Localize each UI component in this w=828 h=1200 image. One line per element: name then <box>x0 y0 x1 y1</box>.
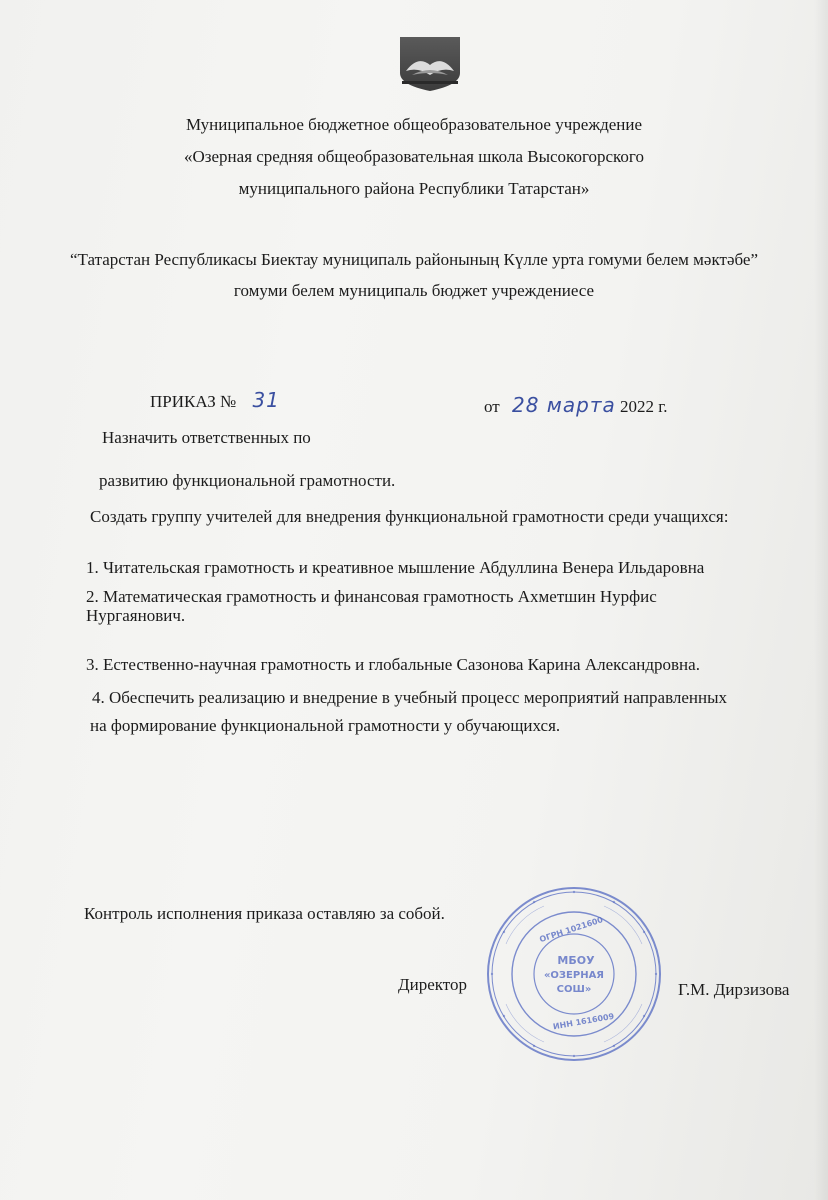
date-suffix: 2022 г. <box>619 397 668 416</box>
institution-name-line-1: Муниципальное бюджетное общеобразовательное учреждение <box>185 115 643 134</box>
institution-name-tatar-line-1: “Татарстан Республикасы Биектау муниципаль районының Күлле урта гомуми белем мәктәбе” <box>69 250 759 269</box>
institution-name-line-3: муниципального района Республики Татарстан» <box>238 179 590 198</box>
date-handwritten: 28 марта <box>511 393 616 417</box>
body-intro: Создать группу учителей для внедрения функциональной грамотности среди учащихся: <box>90 507 729 526</box>
coat-of-arms-emblem <box>398 35 462 93</box>
stamp-center-line-2: «ОЗЕРНАЯ <box>543 970 605 981</box>
body-item-4a: 4. Обеспечить реализацию и внедрение в учебный процесс мероприятий направленных <box>92 688 728 707</box>
official-stamp <box>484 884 664 1064</box>
order-date-row <box>484 395 668 417</box>
institution-name-tatar-line-2: гомуми белем муниципаль бюджет учреждениесе <box>233 281 595 300</box>
director-name: Г.М. Дирзизова <box>678 980 790 999</box>
stamp-center-line-3: СОШ» <box>556 984 592 995</box>
stamp-inn: ИНН 1616009 <box>552 1011 615 1032</box>
stamp-ogrn: ОГРН 1021600 <box>538 915 605 945</box>
director-label: Директор <box>398 975 467 994</box>
control-statement: Контроль исполнения приказа оставляю за собой. <box>84 904 445 923</box>
body-item-1: 1. Читательская грамотность и креативное мышление Абдуллина Венера Ильдаровна <box>86 558 705 577</box>
order-label: ПРИКАЗ № <box>150 392 237 411</box>
body-item-3: 3. Естественно-научная грамотность и глобальные Сазонова Карина Александровна. <box>86 655 700 674</box>
order-number-row <box>150 390 280 412</box>
subject-line-1: Назначить ответственных по <box>102 428 311 447</box>
institution-name-line-2: «Озерная средняя общеобразовательная школа Высокогорского <box>184 147 644 166</box>
body-item-4b: на формирование функциональной грамотности у обучающихся. <box>90 716 561 735</box>
order-number-handwritten: 31 <box>252 388 280 412</box>
stamp-center-line-1: МБОУ <box>557 954 595 967</box>
body-item-2b: Нургаянович. <box>86 606 186 625</box>
date-prefix: от <box>484 397 500 416</box>
body-item-2a: 2. Математическая грамотность и финансовая грамотность Ахметшин Нурфис <box>86 587 657 606</box>
subject-line-2: развитию функциональной грамотности. <box>99 471 396 490</box>
